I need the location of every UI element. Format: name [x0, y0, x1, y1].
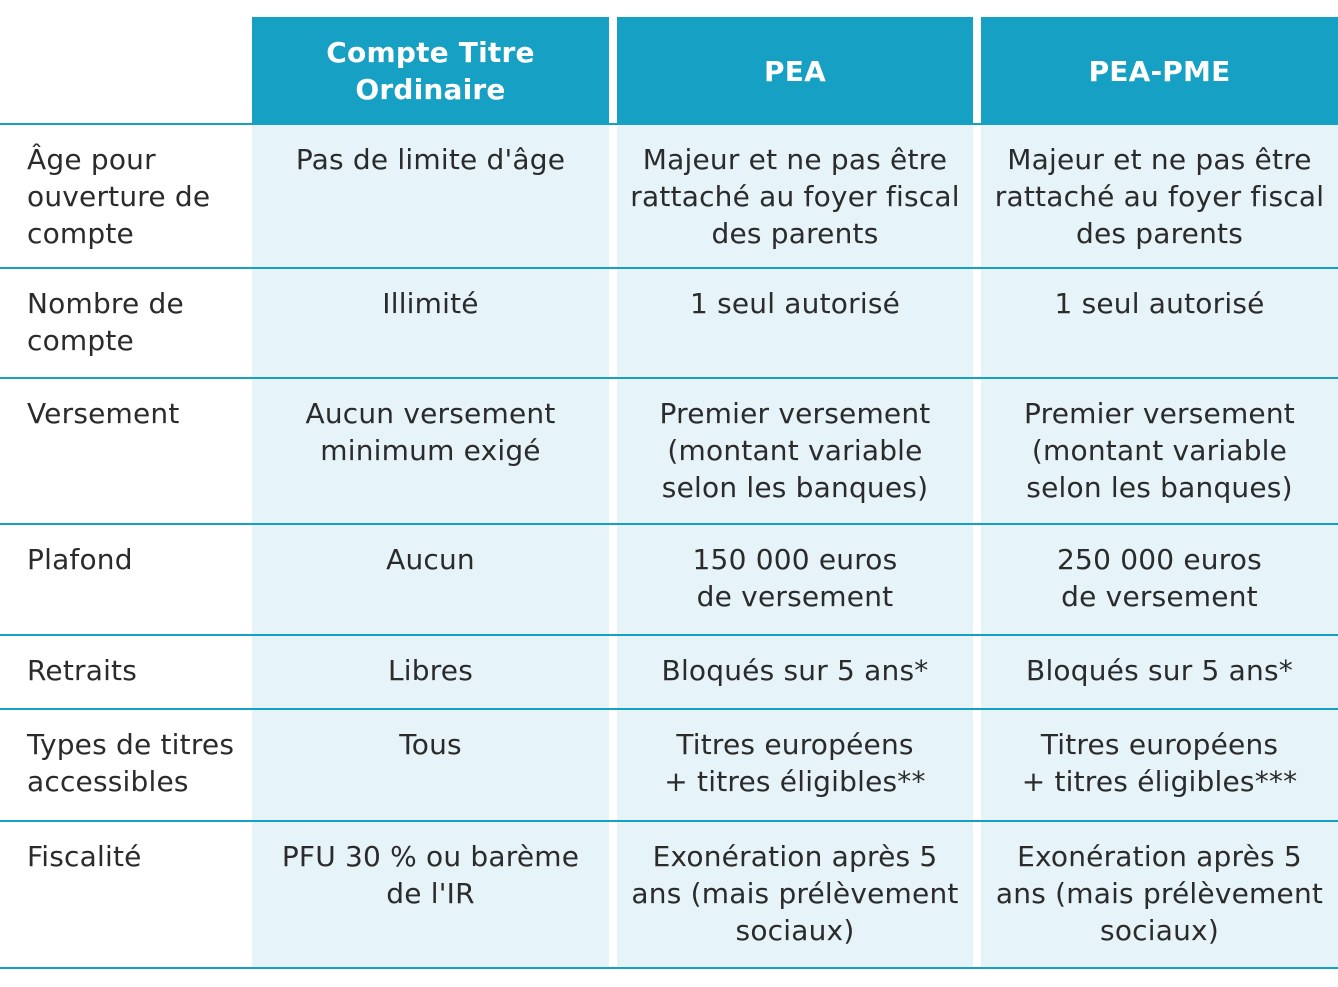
table-cell: Aucun versement minimum exigé	[252, 379, 609, 523]
table-cell: Majeur et ne pas être rattaché au foyer fiscal des parents	[981, 125, 1338, 267]
table-row-types-titres	[0, 710, 1338, 820]
table-cell: Titres européens + titres éligibles***	[981, 710, 1338, 820]
table-cell: 250 000 euros de versement	[981, 525, 1338, 634]
table-row-age	[0, 125, 1338, 267]
table-cell: PFU 30 % ou barème de l'IR	[252, 822, 609, 967]
header-pea: PEA	[617, 17, 973, 125]
table-header-row	[0, 17, 1338, 125]
row-label: Types de titres accessibles	[0, 710, 252, 820]
table-cell: Exonération après 5 ans (mais prélèvement sociaux)	[617, 822, 973, 967]
table-cell: Tous	[252, 710, 609, 820]
table-cell: 1 seul autorisé	[617, 269, 973, 377]
table-cell: 150 000 euros de versement	[617, 525, 973, 634]
table-cell: Bloqués sur 5 ans*	[617, 636, 973, 708]
table-cell: Titres européens + titres éligibles**	[617, 710, 973, 820]
table-cell: Exonération après 5 ans (mais prélèvement sociaux)	[981, 822, 1338, 967]
table-cell: Illimité	[252, 269, 609, 377]
table-row-versement	[0, 379, 1338, 523]
table-cell: Bloqués sur 5 ans*	[981, 636, 1338, 708]
row-label: Retraits	[0, 636, 252, 708]
table-cell: Premier versement (montant variable selon les banques)	[981, 379, 1338, 523]
row-label: Plafond	[0, 525, 252, 634]
table-row-fiscalite	[0, 822, 1338, 967]
table-cell: Libres	[252, 636, 609, 708]
table-row-plafond	[0, 525, 1338, 634]
table-row-retraits	[0, 636, 1338, 708]
header-compte-titre-ordinaire: Compte Titre Ordinaire	[252, 17, 609, 125]
header-pea-pme: PEA-PME	[981, 17, 1338, 125]
table-cell: Aucun	[252, 525, 609, 634]
row-label: Versement	[0, 379, 252, 523]
table-cell: Pas de limite d'âge	[252, 125, 609, 267]
table-cell: Majeur et ne pas être rattaché au foyer fiscal des parents	[617, 125, 973, 267]
row-label: Nombre de compte	[0, 269, 252, 377]
header-corner-cell	[0, 17, 252, 125]
row-label: Fiscalité	[0, 822, 252, 967]
row-label: Âge pour ouverture de compte	[0, 125, 252, 267]
row-divider	[0, 967, 1338, 969]
table-cell: 1 seul autorisé	[981, 269, 1338, 377]
table-row-nombre	[0, 269, 1338, 377]
table-cell: Premier versement (montant variable selon les banques)	[617, 379, 973, 523]
